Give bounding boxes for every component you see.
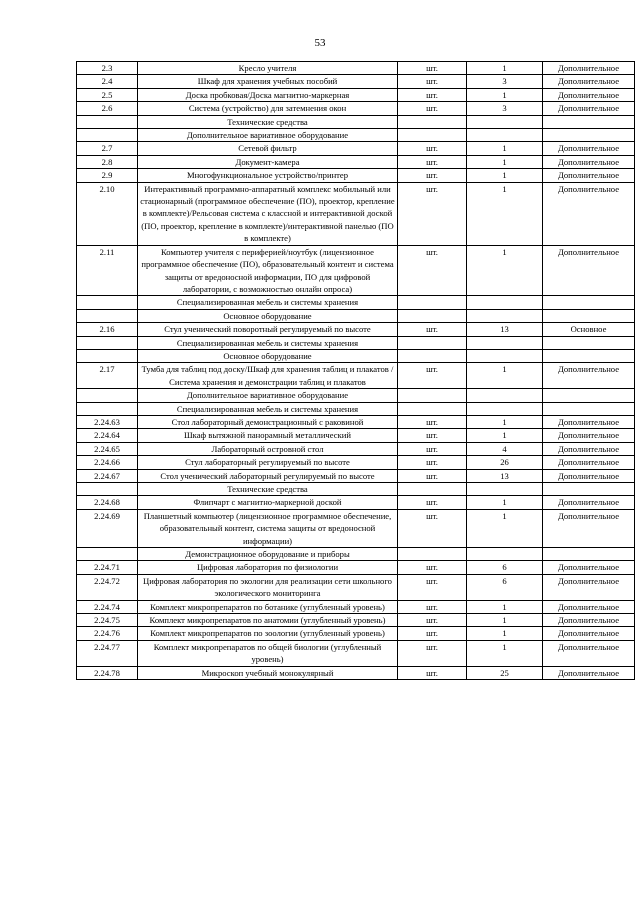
- item-type: Дополнительное: [543, 469, 635, 482]
- item-number: 2.5: [77, 88, 138, 101]
- item-quantity: 25: [467, 666, 543, 679]
- item-number: 2.24.75: [77, 614, 138, 627]
- item-quantity: 1: [467, 614, 543, 627]
- table-row: [77, 429, 635, 442]
- item-name: Комплект микропрепаратов по общей биологии (углубленный уровень): [138, 640, 398, 666]
- section-title: Дополнительное вариативное оборудование: [138, 389, 398, 402]
- section-header-row: [77, 402, 635, 415]
- section-number-cell: [77, 309, 138, 322]
- section-header-row: [77, 336, 635, 349]
- item-unit: шт.: [398, 600, 467, 613]
- item-type: Дополнительное: [543, 666, 635, 679]
- empty-cell: [543, 129, 635, 142]
- section-header-row: [77, 309, 635, 322]
- empty-cell: [467, 129, 543, 142]
- item-quantity: 1: [467, 627, 543, 640]
- item-number: 2.24.78: [77, 666, 138, 679]
- section-header-row: [77, 129, 635, 142]
- item-number: 2.24.66: [77, 456, 138, 469]
- item-number: 2.24.72: [77, 574, 138, 600]
- empty-cell: [467, 349, 543, 362]
- table-row: [77, 469, 635, 482]
- item-unit: шт.: [398, 245, 467, 296]
- item-number: 2.11: [77, 245, 138, 296]
- empty-cell: [543, 336, 635, 349]
- item-quantity: 26: [467, 456, 543, 469]
- table-row: [77, 363, 635, 389]
- item-type: Основное: [543, 323, 635, 336]
- item-type: Дополнительное: [543, 142, 635, 155]
- item-unit: шт.: [398, 142, 467, 155]
- item-type: Дополнительное: [543, 640, 635, 666]
- item-type: Дополнительное: [543, 245, 635, 296]
- table-row: [77, 442, 635, 455]
- item-quantity: 1: [467, 415, 543, 428]
- empty-cell: [398, 483, 467, 496]
- table-row: [77, 666, 635, 679]
- table-row: [77, 600, 635, 613]
- item-type: Дополнительное: [543, 155, 635, 168]
- item-unit: шт.: [398, 62, 467, 75]
- item-unit: шт.: [398, 415, 467, 428]
- item-type: Дополнительное: [543, 600, 635, 613]
- section-number-cell: [77, 296, 138, 309]
- item-number: 2.24.68: [77, 496, 138, 509]
- item-name: Доска пробковая/Доска магнитно-маркерная: [138, 88, 398, 101]
- item-number: 2.7: [77, 142, 138, 155]
- section-title: Технические средства: [138, 115, 398, 128]
- item-unit: шт.: [398, 469, 467, 482]
- item-unit: шт.: [398, 155, 467, 168]
- item-name: Компьютер учителя с периферией/ноутбук (лицензионное программное обеспечение (ПО), образовательный контент и система защиты от вредоносной информации, ПО для цифровой лаборатории, с возможностью онлайн опроса): [138, 245, 398, 296]
- item-type: Дополнительное: [543, 509, 635, 547]
- item-type: Дополнительное: [543, 182, 635, 245]
- section-title: Специализированная мебель и системы хранения: [138, 402, 398, 415]
- table-row: [77, 496, 635, 509]
- item-unit: шт.: [398, 509, 467, 547]
- item-quantity: 3: [467, 75, 543, 88]
- item-name: Стул ученический поворотный регулируемый по высоте: [138, 323, 398, 336]
- item-number: 2.24.63: [77, 415, 138, 428]
- item-type: Дополнительное: [543, 75, 635, 88]
- section-number-cell: [77, 349, 138, 362]
- item-number: 2.10: [77, 182, 138, 245]
- item-number: 2.4: [77, 75, 138, 88]
- item-number: 2.17: [77, 363, 138, 389]
- equipment-table-body: [77, 62, 635, 680]
- item-unit: шт.: [398, 640, 467, 666]
- table-row: [77, 415, 635, 428]
- item-quantity: 13: [467, 323, 543, 336]
- table-row: [77, 561, 635, 574]
- item-unit: шт.: [398, 496, 467, 509]
- item-name: Сетевой фильтр: [138, 142, 398, 155]
- item-unit: шт.: [398, 88, 467, 101]
- table-row: [77, 169, 635, 182]
- item-name: Кресло учителя: [138, 62, 398, 75]
- section-title: Специализированная мебель и системы хранения: [138, 296, 398, 309]
- item-name: Микроскоп учебный монокулярный: [138, 666, 398, 679]
- section-title: Дополнительное вариативное оборудование: [138, 129, 398, 142]
- empty-cell: [467, 402, 543, 415]
- item-unit: шт.: [398, 429, 467, 442]
- item-quantity: 3: [467, 102, 543, 115]
- item-unit: шт.: [398, 666, 467, 679]
- table-row: [77, 88, 635, 101]
- item-type: Дополнительное: [543, 102, 635, 115]
- table-row: [77, 627, 635, 640]
- item-unit: шт.: [398, 627, 467, 640]
- empty-cell: [467, 483, 543, 496]
- empty-cell: [467, 115, 543, 128]
- empty-cell: [543, 402, 635, 415]
- item-number: 2.6: [77, 102, 138, 115]
- item-quantity: 1: [467, 155, 543, 168]
- section-header-row: [77, 483, 635, 496]
- item-quantity: 6: [467, 561, 543, 574]
- item-type: Дополнительное: [543, 88, 635, 101]
- item-number: 2.24.69: [77, 509, 138, 547]
- item-type: Дополнительное: [543, 62, 635, 75]
- item-unit: шт.: [398, 561, 467, 574]
- section-header-row: [77, 115, 635, 128]
- item-quantity: 1: [467, 600, 543, 613]
- item-name: Комплект микропрепаратов по анатомии (углубленный уровень): [138, 614, 398, 627]
- item-type: Дополнительное: [543, 614, 635, 627]
- section-title: Основное оборудование: [138, 309, 398, 322]
- item-type: Дополнительное: [543, 627, 635, 640]
- item-number: 2.24.77: [77, 640, 138, 666]
- page-number: 53: [314, 37, 326, 49]
- table-row: [77, 640, 635, 666]
- item-number: 2.24.74: [77, 600, 138, 613]
- table-row: [77, 509, 635, 547]
- item-number: 2.24.76: [77, 627, 138, 640]
- table-row: [77, 574, 635, 600]
- item-number: 2.9: [77, 169, 138, 182]
- item-unit: шт.: [398, 574, 467, 600]
- empty-cell: [398, 349, 467, 362]
- empty-cell: [543, 115, 635, 128]
- section-title: Демонстрационное оборудование и приборы: [138, 548, 398, 561]
- item-number: 2.24.64: [77, 429, 138, 442]
- item-type: Дополнительное: [543, 363, 635, 389]
- item-number: 2.24.71: [77, 561, 138, 574]
- empty-cell: [543, 309, 635, 322]
- item-unit: шт.: [398, 102, 467, 115]
- item-quantity: 1: [467, 640, 543, 666]
- table-row: [77, 456, 635, 469]
- item-number: 2.24.67: [77, 469, 138, 482]
- item-unit: шт.: [398, 75, 467, 88]
- table-row: [77, 245, 635, 296]
- empty-cell: [543, 483, 635, 496]
- empty-cell: [543, 548, 635, 561]
- section-number-cell: [77, 402, 138, 415]
- empty-cell: [467, 309, 543, 322]
- empty-cell: [543, 389, 635, 402]
- empty-cell: [543, 349, 635, 362]
- item-quantity: 1: [467, 245, 543, 296]
- item-unit: шт.: [398, 456, 467, 469]
- item-quantity: 1: [467, 182, 543, 245]
- item-type: Дополнительное: [543, 169, 635, 182]
- item-quantity: 1: [467, 509, 543, 547]
- item-type: Дополнительное: [543, 442, 635, 455]
- item-type: Дополнительное: [543, 574, 635, 600]
- item-name: Шкаф вытяжной панорамный металлический: [138, 429, 398, 442]
- item-unit: шт.: [398, 169, 467, 182]
- item-name: Цифровая лаборатория по физиологии: [138, 561, 398, 574]
- item-number: 2.3: [77, 62, 138, 75]
- empty-cell: [398, 129, 467, 142]
- empty-cell: [467, 548, 543, 561]
- section-number-cell: [77, 389, 138, 402]
- table-row: [77, 75, 635, 88]
- empty-cell: [398, 309, 467, 322]
- item-type: Дополнительное: [543, 561, 635, 574]
- table-row: [77, 62, 635, 75]
- item-type: Дополнительное: [543, 456, 635, 469]
- item-number: 2.8: [77, 155, 138, 168]
- item-quantity: 1: [467, 429, 543, 442]
- item-quantity: 1: [467, 142, 543, 155]
- section-header-row: [77, 296, 635, 309]
- empty-cell: [398, 296, 467, 309]
- section-title: Специализированная мебель и системы хранения: [138, 336, 398, 349]
- section-number-cell: [77, 483, 138, 496]
- section-number-cell: [77, 129, 138, 142]
- section-header-row: [77, 389, 635, 402]
- empty-cell: [398, 548, 467, 561]
- table-row: [77, 182, 635, 245]
- item-name: Система (устройство) для затемнения окон: [138, 102, 398, 115]
- item-name: Лабораторный островной стол: [138, 442, 398, 455]
- item-number: 2.24.65: [77, 442, 138, 455]
- empty-cell: [467, 389, 543, 402]
- empty-cell: [467, 296, 543, 309]
- table-row: [77, 614, 635, 627]
- item-unit: шт.: [398, 323, 467, 336]
- table-row: [77, 102, 635, 115]
- table-row: [77, 142, 635, 155]
- item-unit: шт.: [398, 442, 467, 455]
- table-row: [77, 155, 635, 168]
- item-number: 2.16: [77, 323, 138, 336]
- section-title: Технические средства: [138, 483, 398, 496]
- item-quantity: 1: [467, 496, 543, 509]
- item-type: Дополнительное: [543, 415, 635, 428]
- empty-cell: [398, 402, 467, 415]
- empty-cell: [398, 336, 467, 349]
- item-quantity: 1: [467, 88, 543, 101]
- item-quantity: 1: [467, 62, 543, 75]
- empty-cell: [467, 336, 543, 349]
- item-name: Комплект микропрепаратов по ботанике (углубленный уровень): [138, 600, 398, 613]
- empty-cell: [398, 115, 467, 128]
- section-title: Основное оборудование: [138, 349, 398, 362]
- item-name: Стул лабораторный регулируемый по высоте: [138, 456, 398, 469]
- section-number-cell: [77, 336, 138, 349]
- item-name: Планшетный компьютер (лицензионное программное обеспечение, образовательный контент, система защиты от вредоносной информации): [138, 509, 398, 547]
- item-unit: шт.: [398, 614, 467, 627]
- empty-cell: [543, 296, 635, 309]
- item-quantity: 1: [467, 169, 543, 182]
- item-type: Дополнительное: [543, 429, 635, 442]
- item-quantity: 1: [467, 363, 543, 389]
- item-quantity: 4: [467, 442, 543, 455]
- item-unit: шт.: [398, 363, 467, 389]
- equipment-table: [76, 61, 635, 680]
- table-row: [77, 323, 635, 336]
- section-number-cell: [77, 548, 138, 561]
- section-number-cell: [77, 115, 138, 128]
- item-name: Флипчарт с магнитно-маркерной доской: [138, 496, 398, 509]
- item-name: Цифровая лаборатория по экологии для реализации сети школьного экологического мониторинга: [138, 574, 398, 600]
- section-header-row: [77, 548, 635, 561]
- item-quantity: 6: [467, 574, 543, 600]
- item-name: Стол ученический лабораторный регулируемый по высоте: [138, 469, 398, 482]
- section-header-row: [77, 349, 635, 362]
- item-name: Стол лабораторный демонстрационный с раковиной: [138, 415, 398, 428]
- item-unit: шт.: [398, 182, 467, 245]
- item-name: Документ-камера: [138, 155, 398, 168]
- item-name: Шкаф для хранения учебных пособий: [138, 75, 398, 88]
- empty-cell: [398, 389, 467, 402]
- item-name: Тумба для таблиц под доску/Шкаф для хранения таблиц и плакатов / Система хранения и демонстрации таблиц и плакатов: [138, 363, 398, 389]
- item-name: Комплект микропрепаратов по зоологии (углубленный уровень): [138, 627, 398, 640]
- item-type: Дополнительное: [543, 496, 635, 509]
- item-quantity: 13: [467, 469, 543, 482]
- item-name: Многофункциональное устройство/принтер: [138, 169, 398, 182]
- item-name: Интерактивный программно-аппаратный комплекс мобильный или стационарный (программное обеспечение (ПО), проектор, крепление в комплекте)/Рельсовая система с классной и интерактивной доской (ПО, проектор, крепление в комплекте)/интерактивной панелью (ПО в комплекте): [138, 182, 398, 245]
